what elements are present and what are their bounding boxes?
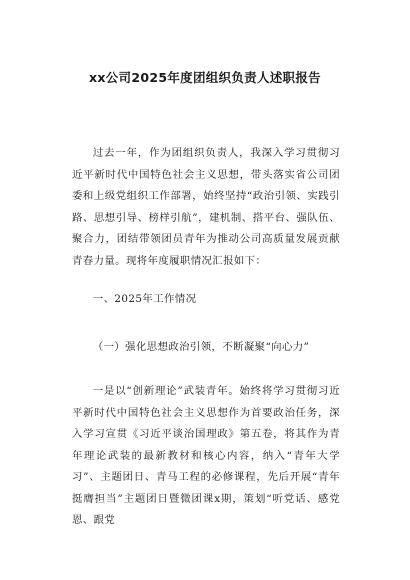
body-paragraph: 一是以“创新理论”武装青年。始终将学习贯彻习近平新时代中国特色社会主义思想作为首要政治任务，深入学习宣贯《习近平谈治国理政》第五卷，将其作为青年理论武装的最新教材和核心内容，纳入“青年大学习”、主题团日、青马工程的必修课程，先后开展“青年挺膺担当”主题团日暨微团课x期，策划“听党话、感党恩、跟党 <box>72 385 340 526</box>
subsection-heading: （一）强化思想政治引领，不断凝聚“向心力” <box>92 341 310 353</box>
section-heading: 一、2025年工作情况 <box>92 293 197 305</box>
document-title: xx公司2025年度团组织负责人述职报告 <box>89 70 321 85</box>
intro-paragraph: 过去一年，作为团组织负责人，我深入学习贯彻习近平新时代中国特色社会主义思想，带头落实省公司团委和上级党组织工作部署，始终坚持“政治引领、实践引路、思想引导、榜样引航”，建机制、搭平台、强队伍、聚合力，团结带领团员青年为推动公司高质量发展贡献青春力量。现将年度履职情况汇报如下： <box>72 147 340 267</box>
